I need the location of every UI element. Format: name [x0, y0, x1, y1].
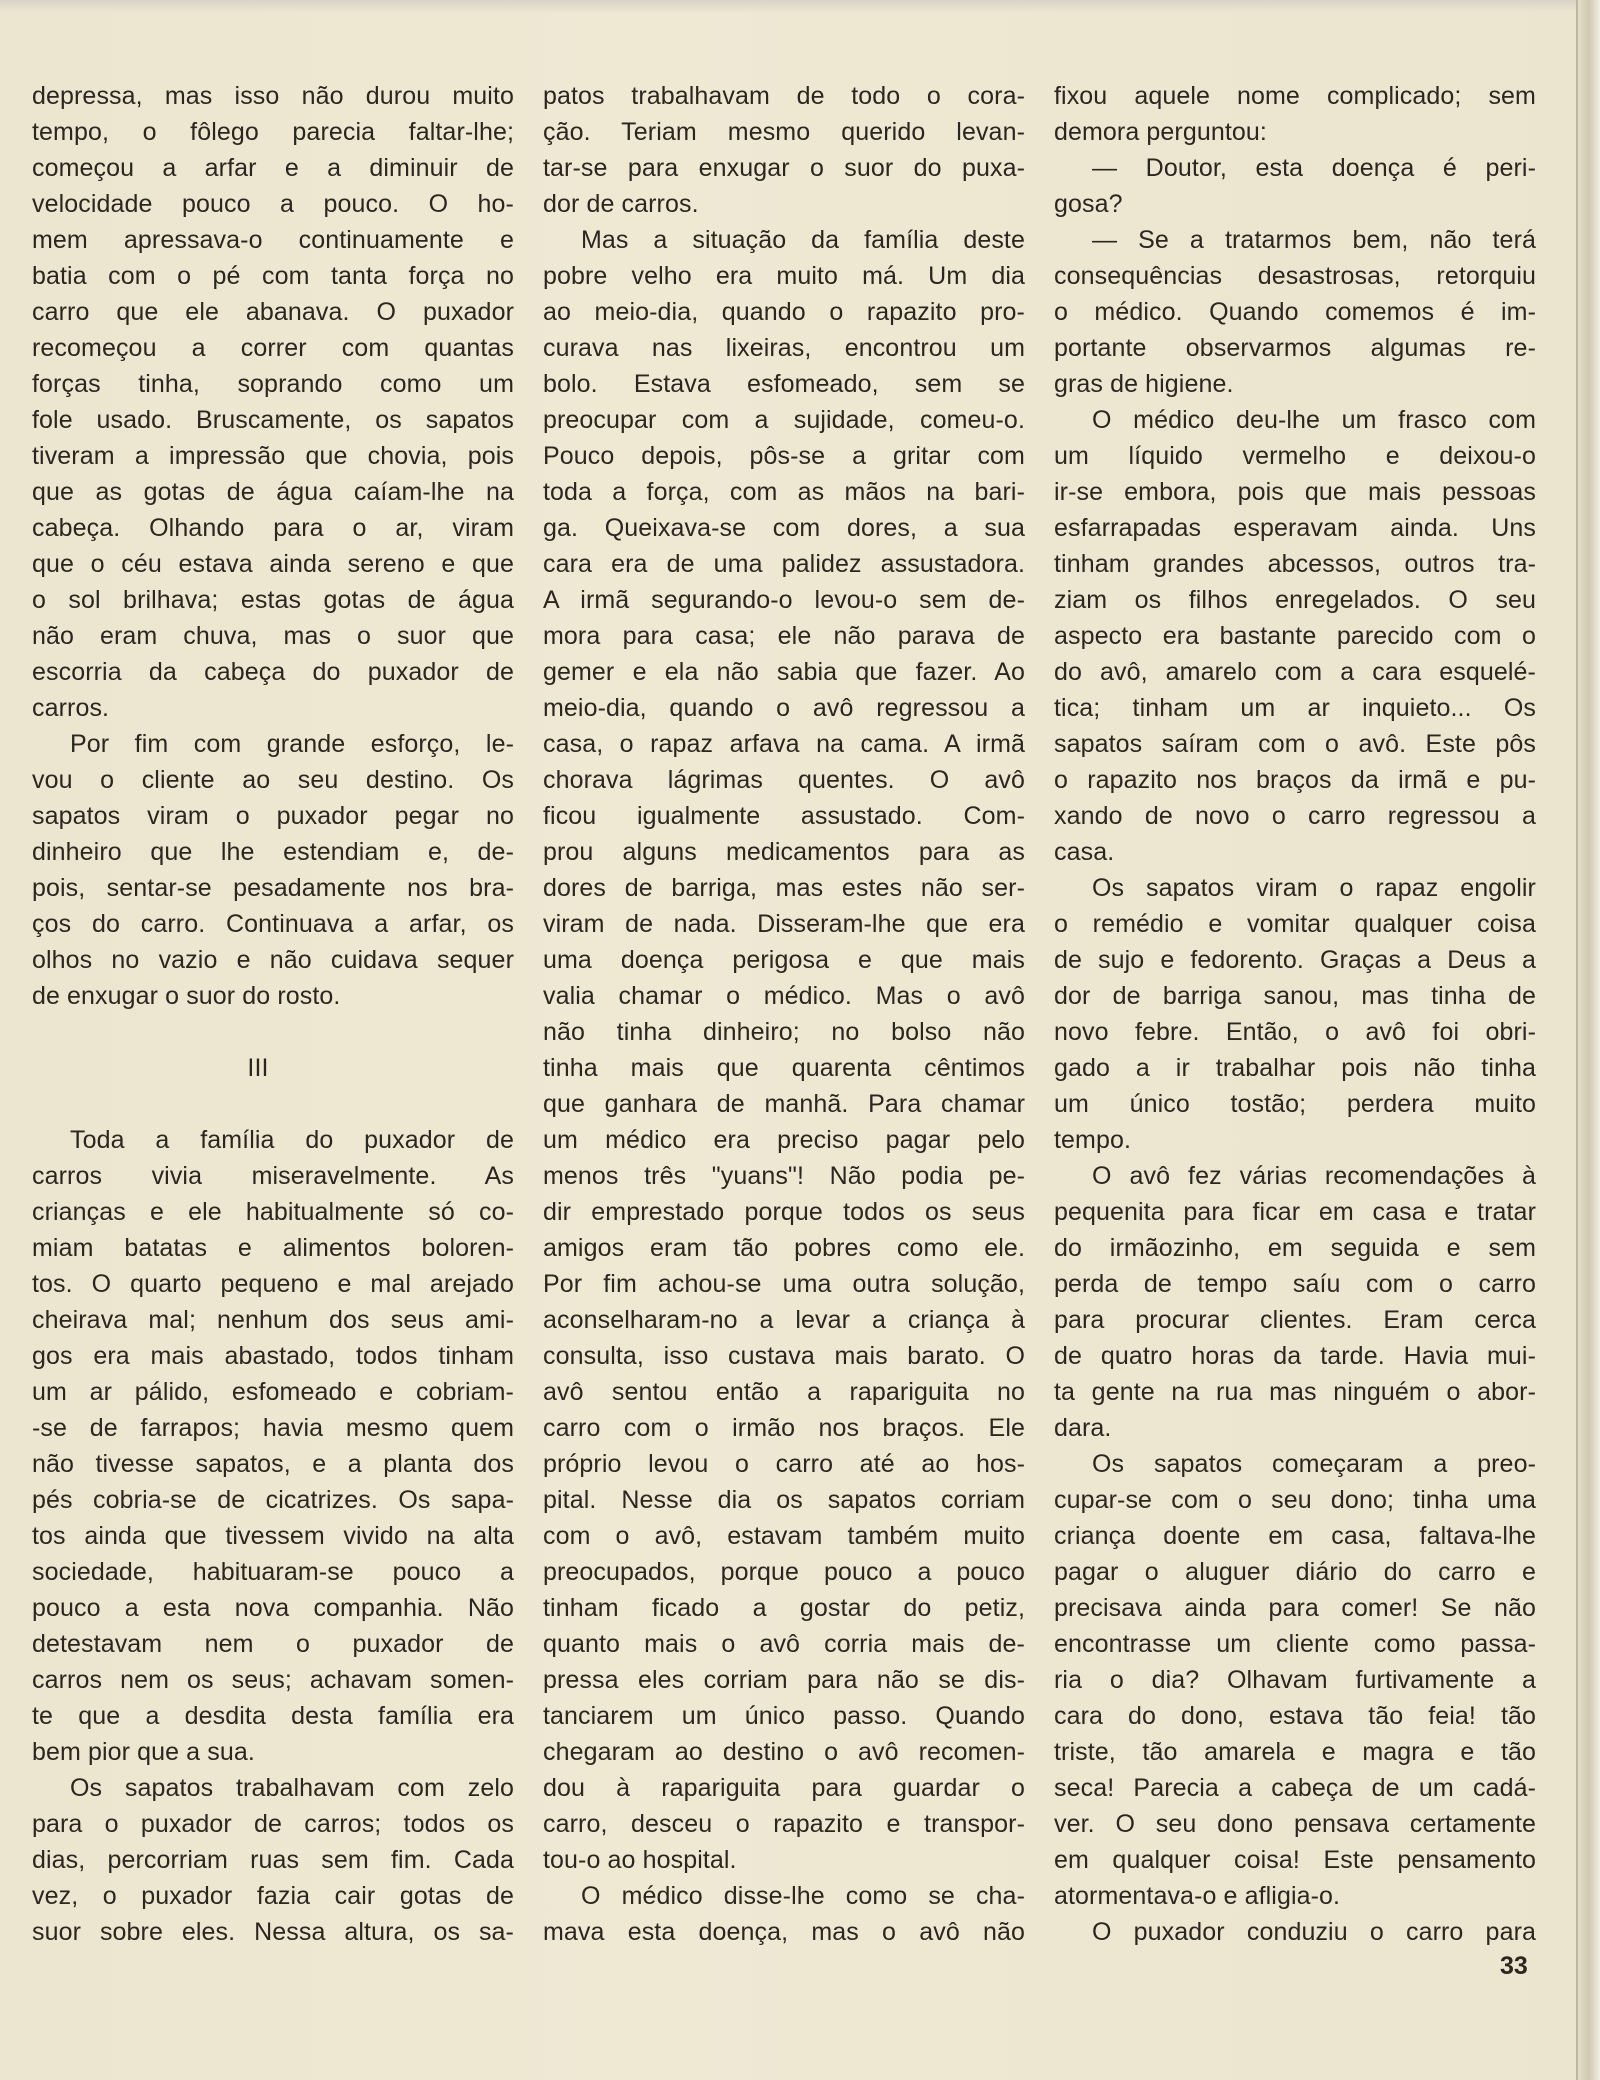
- page-top-edge: [0, 0, 1600, 12]
- text-line: tinham grandes abcessos, outros tra-: [1054, 550, 1536, 578]
- text-line: dor de carros.: [543, 190, 699, 218]
- text-line: ficou igualmente assustado. Com-: [543, 802, 1025, 830]
- text-line: sociedade, habituaram-se pouco a: [32, 1558, 514, 1586]
- text-line: meio-dia, quando o avô regressou a: [543, 694, 1025, 722]
- text-column-2: [543, 78, 1025, 1950]
- text-line: bolo. Estava esfomeado, sem se: [543, 370, 1025, 398]
- text-line: ver. O seu dono pensava certamente: [1054, 1810, 1536, 1838]
- text-line: casa, o rapaz arfava na cama. A irmã: [543, 730, 1025, 758]
- text-line: suor sobre eles. Nessa altura, os sa-: [32, 1918, 514, 1946]
- text-line: pés cobria-se de cicatrizes. Os sapa-: [32, 1486, 514, 1514]
- text-line: não tinha dinheiro; no bolso não: [543, 1018, 1025, 1046]
- text-line: Por fim com grande esforço, le-: [70, 730, 514, 758]
- text-line: dor de barriga sanou, mas tinha de: [1054, 982, 1536, 1010]
- text-line: dir emprestado porque todos os seus: [543, 1198, 1025, 1226]
- text-line: tar-se para enxugar o suor do puxa-: [543, 154, 1025, 182]
- text-line: perda de tempo saíu com o carro: [1054, 1270, 1536, 1298]
- text-line: toda a força, com as mãos na bari-: [543, 478, 1025, 506]
- text-line: tanciarem um único passo. Quando: [543, 1702, 1025, 1730]
- text-line: carros vivia miseravelmente. As: [32, 1162, 514, 1190]
- text-line: tiveram a impressão que chovia, pois: [32, 442, 514, 470]
- text-line: carro que ele abanava. O puxador: [32, 298, 514, 326]
- text-line: fole usado. Bruscamente, os sapatos: [32, 406, 514, 434]
- text-line: O médico disse-lhe como se cha-: [581, 1882, 1025, 1910]
- paragraph: [32, 1122, 514, 1770]
- text-line: tica; tinham um ar inquieto... Os: [1054, 694, 1536, 722]
- text-line: aspecto era bastante parecido com o: [1054, 622, 1536, 650]
- text-line: carro com o irmão nos braços. Ele: [543, 1414, 1025, 1442]
- text-line: prou alguns medicamentos para as: [543, 838, 1025, 866]
- text-line: forças tinha, soprando como um: [32, 370, 514, 398]
- text-line: viram de nada. Disseram-lhe que era: [543, 910, 1025, 938]
- text-line: avô sentou então a rapariguita no: [543, 1378, 1025, 1406]
- text-line: xando de novo o carro regressou a: [1054, 802, 1536, 830]
- text-line: esfarrapadas esperavam ainda. Uns: [1054, 514, 1536, 542]
- text-line: curava nas lixeiras, encontrou um: [543, 334, 1025, 362]
- text-line: dou à rapariguita para guardar o: [543, 1774, 1025, 1802]
- text-line: recomeçou a correr com quantas: [32, 334, 514, 362]
- text-line: uma doença perigosa e que mais: [543, 946, 1025, 974]
- text-line: de sujo e fedorento. Graças a Deus a: [1054, 946, 1536, 974]
- text-line: cheirava mal; nenhum dos seus ami-: [32, 1306, 514, 1334]
- text-line: que ganhara de manhã. Para chamar: [543, 1090, 1025, 1118]
- text-line: bem pior que a sua.: [32, 1738, 255, 1766]
- paragraph: [543, 222, 1025, 1878]
- text-line: portante observarmos algumas re-: [1054, 334, 1536, 362]
- text-column-1: [32, 78, 514, 1950]
- text-line: aconselharam-no a levar a criança à: [543, 1306, 1025, 1334]
- text-line: depressa, mas isso não durou muito: [32, 82, 514, 110]
- text-line: Por fim achou-se uma outra solução,: [543, 1270, 1025, 1298]
- text-line: pressa eles corriam para não se dis-: [543, 1666, 1025, 1694]
- text-line: cupar-se com o seu dono; tinha uma: [1054, 1486, 1536, 1514]
- text-line: para procurar clientes. Eram cerca: [1054, 1306, 1536, 1334]
- text-line: tempo, o fôlego parecia faltar-lhe;: [32, 118, 514, 146]
- text-line: tou-o ao hospital.: [543, 1846, 737, 1874]
- text-line: Os sapatos começaram a preo-: [1092, 1450, 1536, 1478]
- blank-line: [32, 1086, 514, 1122]
- text-line: ir-se embora, pois que mais pessoas: [1054, 478, 1536, 506]
- blank-line: [32, 1014, 514, 1050]
- text-line: demora perguntou:: [1054, 118, 1267, 146]
- text-line: O avô fez várias recomendações à: [1092, 1162, 1536, 1190]
- text-line: chegaram ao destino o avô recomen-: [543, 1738, 1025, 1766]
- text-line: pois, sentar-se pesadamente nos bra-: [32, 874, 514, 902]
- text-line: o remédio e vomitar qualquer coisa: [1054, 910, 1536, 938]
- text-line: cabeça. Olhando para o ar, viram: [32, 514, 514, 542]
- text-line: mora para casa; ele não parava de: [543, 622, 1025, 650]
- text-line: triste, tão amarela e magra e tão: [1054, 1738, 1536, 1766]
- text-line: pequenita para ficar em casa e tratar: [1054, 1198, 1536, 1226]
- paragraph: [1054, 1158, 1536, 1446]
- text-line: valia chamar o médico. Mas o avô: [543, 982, 1025, 1010]
- text-line: consequências desastrosas, retorquiu: [1054, 262, 1536, 290]
- text-line: escorria da cabeça do puxador de: [32, 658, 514, 686]
- text-line: -se de farrapos; havia mesmo quem: [32, 1414, 514, 1442]
- paragraph: [32, 726, 514, 1014]
- text-line: para o puxador de carros; todos os: [32, 1810, 514, 1838]
- text-line: em qualquer coisa! Este pensamento: [1054, 1846, 1536, 1874]
- text-line: chorava lágrimas quentes. O avô: [543, 766, 1025, 794]
- text-line: tos ainda que tivessem vivido na alta: [32, 1522, 514, 1550]
- text-line: de quatro horas da tarde. Havia mui-: [1054, 1342, 1536, 1370]
- text-line: gado a ir trabalhar pois não tinha: [1054, 1054, 1536, 1082]
- text-line: Os sapatos viram o rapaz engolir: [1092, 874, 1536, 902]
- text-line: ziam os filhos enregelados. O seu: [1054, 586, 1536, 614]
- text-line: vou o cliente ao seu destino. Os: [32, 766, 514, 794]
- text-line: o sol brilhava; estas gotas de água: [32, 586, 514, 614]
- text-line: mava esta doença, mas o avô não: [543, 1918, 1025, 1946]
- page-number: 33: [1500, 1952, 1528, 1980]
- text-line: pagar o aluguer diário do carro e: [1054, 1558, 1536, 1586]
- text-line: O médico deu-lhe um frasco com: [1092, 406, 1536, 434]
- text-line: carros nem os seus; achavam somen-: [32, 1666, 514, 1694]
- text-line: olhos no vazio e não cuidava sequer: [32, 946, 514, 974]
- text-line: ga. Queixava-se com dores, a sua: [543, 514, 1025, 542]
- text-line: gemer e ela não sabia que fazer. Ao: [543, 658, 1025, 686]
- text-line: seca! Parecia a cabeça de um cadá-: [1054, 1774, 1536, 1802]
- text-line: gras de higiene.: [1054, 370, 1234, 398]
- text-line: um único tostão; perdera muito: [1054, 1090, 1536, 1118]
- text-line: pobre velho era muito má. Um dia: [543, 262, 1025, 290]
- paragraph: [32, 1770, 514, 1950]
- text-line: Toda a família do puxador de: [70, 1126, 514, 1154]
- text-line: tinham ficado a gostar do petiz,: [543, 1594, 1025, 1622]
- text-line: velocidade pouco a pouco. O ho-: [32, 190, 514, 218]
- text-line: o rapazito nos braços da irmã e pu-: [1054, 766, 1536, 794]
- text-line: tempo.: [1054, 1126, 1132, 1154]
- text-line: gosa?: [1054, 190, 1123, 218]
- text-line: O puxador conduziu o carro para: [1092, 1918, 1536, 1946]
- text-line: um líquido vermelho e deixou-o: [1054, 442, 1536, 470]
- paragraph: [1054, 1446, 1536, 1914]
- text-line: carros.: [32, 694, 110, 722]
- text-line: precisava ainda para comer! Se não: [1054, 1594, 1536, 1622]
- text-line: um ar pálido, esfomeado e cobriam-: [32, 1378, 514, 1406]
- text-line: do avô, amarelo com a cara esquelé-: [1054, 658, 1536, 686]
- text-line: te que a desdita desta família era: [32, 1702, 514, 1730]
- text-line: ta gente na rua mas ninguém o abor-: [1054, 1378, 1536, 1406]
- text-line: ços do carro. Continuava a arfar, os: [32, 910, 514, 938]
- text-line: criança doente em casa, faltava-lhe: [1054, 1522, 1536, 1550]
- text-line: começou a arfar e a diminuir de: [32, 154, 514, 182]
- text-line: um médico era preciso pagar pelo: [543, 1126, 1025, 1154]
- text-line: tos. O quarto pequeno e mal arejado: [32, 1270, 514, 1298]
- text-line: tinha mais que quarenta cêntimos: [543, 1054, 1025, 1082]
- text-line: — Se a tratarmos bem, não terá: [1092, 226, 1536, 254]
- paragraph: [1054, 150, 1536, 222]
- text-line: miam batatas e alimentos boloren-: [32, 1234, 514, 1262]
- text-line: sapatos saíram com o avô. Este pôs: [1054, 730, 1536, 758]
- text-line: ao meio-dia, quando o rapazito pro-: [543, 298, 1025, 326]
- text-line: de enxugar o suor do rosto.: [32, 982, 341, 1010]
- text-line: batia com o pé com tanta força no: [32, 262, 514, 290]
- paragraph: [543, 1878, 1025, 1950]
- text-line: o médico. Quando comemos é im-: [1054, 298, 1536, 326]
- text-line: quanto mais o avô corria mais de-: [543, 1630, 1025, 1658]
- text-line: dara.: [1054, 1414, 1112, 1442]
- text-line: ção. Teriam mesmo querido levan-: [543, 118, 1025, 146]
- text-line: preocupados, porque pouco a pouco: [543, 1558, 1025, 1586]
- text-line: gos era mais abastado, todos tinham: [32, 1342, 514, 1370]
- text-line: encontrasse um cliente como passa-: [1054, 1630, 1536, 1658]
- text-line: do irmãozinho, em seguida e sem: [1054, 1234, 1536, 1262]
- section-heading: III: [247, 1054, 269, 1082]
- text-line: pouco a esta nova companhia. Não: [32, 1594, 514, 1622]
- paragraph: [1054, 222, 1536, 402]
- text-line: vez, o puxador fazia cair gotas de: [32, 1882, 514, 1910]
- text-line: carro, desceu o rapazito e transpor-: [543, 1810, 1025, 1838]
- paragraph: [543, 78, 1025, 222]
- text-line: crianças e ele habitualmente só co-: [32, 1198, 514, 1226]
- text-line: — Doutor, esta doença é peri-: [1092, 154, 1536, 182]
- text-line: casa.: [1054, 838, 1115, 866]
- text-line: que as gotas de água caíam-lhe na: [32, 478, 514, 506]
- text-line: com o avô, estavam também muito: [543, 1522, 1025, 1550]
- text-line: cara do dono, estava tão feia! tão: [1054, 1702, 1536, 1730]
- text-line: preocupar com a sujidade, comeu-o.: [543, 406, 1025, 434]
- text-line: A irmã segurando-o levou-o sem de-: [543, 586, 1025, 614]
- text-line: Pouco depois, pôs-se a gritar com: [543, 442, 1025, 470]
- text-line: patos trabalhavam de todo o cora-: [543, 82, 1025, 110]
- text-line: ria o dia? Olhavam furtivamente a: [1054, 1666, 1536, 1694]
- text-line: mem apressava-o continuamente e: [32, 226, 514, 254]
- paragraph: [1054, 1914, 1536, 1950]
- paragraph: [1054, 402, 1536, 870]
- text-line: não tivesse sapatos, e a planta dos: [32, 1450, 514, 1478]
- text-line: dores de barriga, mas estes não ser-: [543, 874, 1025, 902]
- text-line: Os sapatos trabalhavam com zelo: [70, 1774, 514, 1802]
- paragraph: [32, 78, 514, 726]
- text-line: próprio levou o carro até ao hos-: [543, 1450, 1025, 1478]
- text-line: cara era de uma palidez assustadora.: [543, 550, 1025, 578]
- text-line: não eram chuva, mas o suor que: [32, 622, 514, 650]
- text-column-3: [1054, 78, 1536, 1950]
- text-line: que o céu estava ainda sereno e que: [32, 550, 514, 578]
- text-line: pital. Nesse dia os sapatos corriam: [543, 1486, 1025, 1514]
- paragraph: [1054, 870, 1536, 1158]
- page-binding-edge: [1576, 0, 1600, 2080]
- text-line: fixou aquele nome complicado; sem: [1054, 82, 1536, 110]
- text-line: Mas a situação da família deste: [581, 226, 1025, 254]
- paragraph: [1054, 78, 1536, 150]
- text-line: dinheiro que lhe estendiam e, de-: [32, 838, 514, 866]
- text-line: sapatos viram o puxador pegar no: [32, 802, 514, 830]
- text-line: amigos eram tão pobres como ele.: [543, 1234, 1025, 1262]
- text-line: dias, percorriam ruas sem fim. Cada: [32, 1846, 514, 1874]
- text-line: menos três "yuans"! Não podia pe-: [543, 1162, 1025, 1190]
- text-line: novo febre. Então, o avô foi obri-: [1054, 1018, 1536, 1046]
- text-line: consulta, isso custava mais barato. O: [543, 1342, 1025, 1370]
- text-line: detestavam nem o puxador de: [32, 1630, 514, 1658]
- text-line: atormentava-o e afligia-o.: [1054, 1882, 1341, 1910]
